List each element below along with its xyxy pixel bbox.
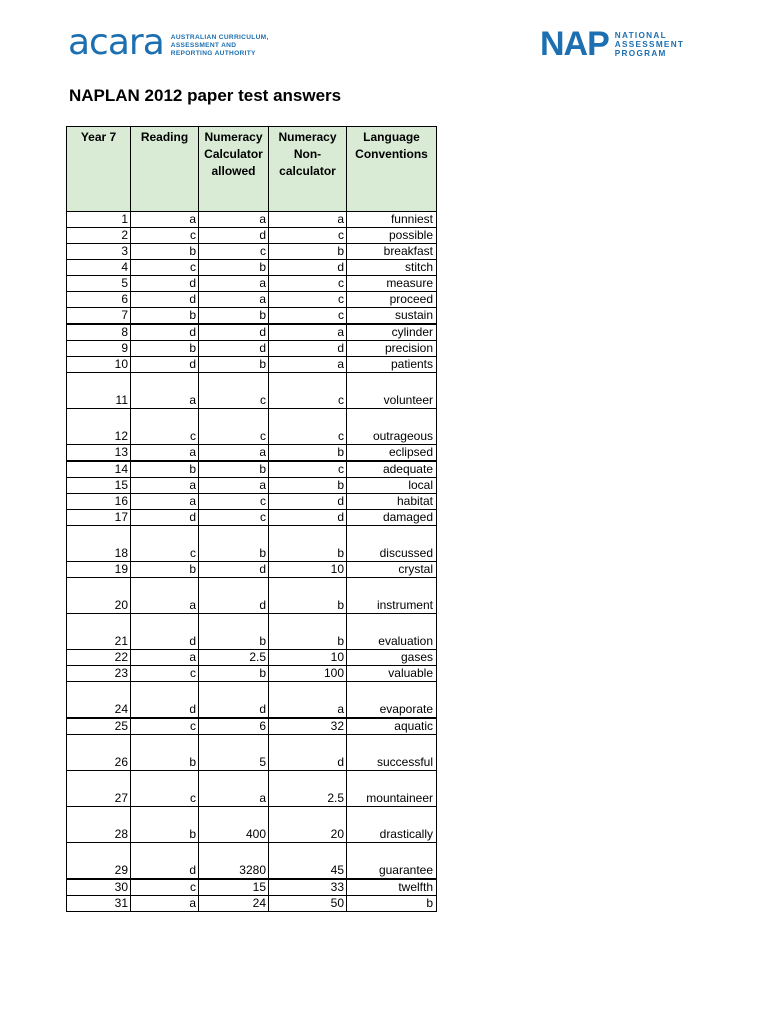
cell-numeracy-non-calculator: a	[269, 357, 347, 373]
cell-numeracy-non-calculator: b	[269, 445, 347, 462]
cell-numeracy-non-calculator: c	[269, 292, 347, 308]
nap-logo-subtitle	[615, 31, 684, 58]
cell-language-conventions: possible	[347, 228, 437, 244]
cell-question-number: 29	[67, 843, 131, 880]
cell-question-number: 2	[67, 228, 131, 244]
cell-language-conventions: measure	[347, 276, 437, 292]
cell-numeracy-calculator: a	[199, 445, 269, 462]
cell-numeracy-calculator: b	[199, 461, 269, 478]
cell-numeracy-calculator: 15	[199, 879, 269, 896]
cell-language-conventions: stitch	[347, 260, 437, 276]
cell-language-conventions: patients	[347, 357, 437, 373]
cell-language-conventions: gases	[347, 650, 437, 666]
cell-reading: a	[131, 373, 199, 409]
table-row	[67, 494, 437, 510]
cell-language-conventions: breakfast	[347, 244, 437, 260]
header-line: Conventions	[355, 147, 428, 161]
cell-numeracy-calculator: d	[199, 324, 269, 341]
cell-numeracy-calculator: d	[199, 562, 269, 578]
cell-numeracy-calculator: c	[199, 409, 269, 445]
cell-language-conventions: discussed	[347, 526, 437, 562]
cell-language-conventions: crystal	[347, 562, 437, 578]
cell-numeracy-calculator: b	[199, 357, 269, 373]
acara-sub-line: REPORTING AUTHORITY	[170, 50, 256, 57]
cell-reading: b	[131, 308, 199, 325]
cell-numeracy-calculator: a	[199, 292, 269, 308]
table-row	[67, 735, 437, 771]
cell-numeracy-calculator: 3280	[199, 843, 269, 880]
cell-numeracy-calculator: b	[199, 614, 269, 650]
table-row	[67, 357, 437, 373]
cell-language-conventions: funniest	[347, 212, 437, 228]
table-row	[67, 562, 437, 578]
header-year	[67, 127, 131, 212]
cell-numeracy-non-calculator: b	[269, 614, 347, 650]
cell-numeracy-non-calculator: a	[269, 324, 347, 341]
cell-numeracy-non-calculator: a	[269, 212, 347, 228]
table-row	[67, 260, 437, 276]
cell-question-number: 1	[67, 212, 131, 228]
table-row	[67, 244, 437, 260]
cell-reading: d	[131, 843, 199, 880]
cell-language-conventions: twelfth	[347, 879, 437, 896]
header-line: allowed	[211, 164, 256, 178]
table-row	[67, 578, 437, 614]
table-row	[67, 292, 437, 308]
acara-sub-line: AUSTRALIAN CURRICULUM,	[170, 34, 269, 41]
cell-question-number: 4	[67, 260, 131, 276]
cell-numeracy-calculator: 400	[199, 807, 269, 843]
cell-language-conventions: guarantee	[347, 843, 437, 880]
cell-reading: a	[131, 650, 199, 666]
table-row	[67, 212, 437, 228]
cell-numeracy-non-calculator: 10	[269, 562, 347, 578]
cell-language-conventions: proceed	[347, 292, 437, 308]
cell-numeracy-calculator: c	[199, 510, 269, 526]
cell-reading: b	[131, 244, 199, 260]
header-line: Year 7	[80, 130, 117, 144]
cell-numeracy-calculator: d	[199, 228, 269, 244]
cell-language-conventions: local	[347, 478, 437, 494]
cell-question-number: 26	[67, 735, 131, 771]
cell-numeracy-non-calculator: d	[269, 735, 347, 771]
cell-question-number: 10	[67, 357, 131, 373]
table-row	[67, 276, 437, 292]
cell-language-conventions: outrageous	[347, 409, 437, 445]
cell-reading: d	[131, 292, 199, 308]
answers-table	[66, 126, 437, 912]
table-row	[67, 896, 437, 912]
cell-reading: d	[131, 510, 199, 526]
cell-reading: c	[131, 526, 199, 562]
cell-reading: a	[131, 896, 199, 912]
cell-numeracy-non-calculator: 100	[269, 666, 347, 682]
cell-numeracy-calculator: d	[199, 578, 269, 614]
cell-numeracy-non-calculator: c	[269, 461, 347, 478]
table-row	[67, 843, 437, 880]
cell-numeracy-calculator: b	[199, 666, 269, 682]
cell-numeracy-non-calculator: c	[269, 228, 347, 244]
cell-question-number: 13	[67, 445, 131, 462]
table-row	[67, 650, 437, 666]
cell-reading: c	[131, 260, 199, 276]
cell-language-conventions: damaged	[347, 510, 437, 526]
cell-reading: c	[131, 666, 199, 682]
cell-numeracy-non-calculator: b	[269, 578, 347, 614]
table-row	[67, 510, 437, 526]
cell-question-number: 28	[67, 807, 131, 843]
cell-reading: c	[131, 718, 199, 735]
table-row	[67, 341, 437, 357]
cell-reading: b	[131, 461, 199, 478]
table-row	[67, 614, 437, 650]
cell-reading: a	[131, 578, 199, 614]
cell-reading: b	[131, 735, 199, 771]
cell-question-number: 17	[67, 510, 131, 526]
cell-language-conventions: precision	[347, 341, 437, 357]
cell-question-number: 3	[67, 244, 131, 260]
cell-question-number: 24	[67, 682, 131, 719]
nap-sub-line: NATIONAL	[614, 30, 667, 40]
cell-numeracy-calculator: b	[199, 260, 269, 276]
header-reading	[131, 127, 199, 212]
cell-language-conventions: eclipsed	[347, 445, 437, 462]
cell-reading: c	[131, 879, 199, 896]
page-title: NAPLAN 2012 paper test answers	[69, 86, 342, 105]
header-line: Calculator	[204, 147, 263, 161]
cell-language-conventions: successful	[347, 735, 437, 771]
cell-question-number: 18	[67, 526, 131, 562]
cell-reading: a	[131, 445, 199, 462]
cell-numeracy-non-calculator: b	[269, 244, 347, 260]
cell-numeracy-calculator: 5	[199, 735, 269, 771]
cell-language-conventions: habitat	[347, 494, 437, 510]
cell-question-number: 19	[67, 562, 131, 578]
table-row	[67, 771, 437, 807]
cell-question-number: 31	[67, 896, 131, 912]
cell-numeracy-calculator: c	[199, 373, 269, 409]
cell-numeracy-non-calculator: c	[269, 373, 347, 409]
table-row	[67, 526, 437, 562]
cell-numeracy-calculator: 2.5	[199, 650, 269, 666]
cell-numeracy-calculator: 24	[199, 896, 269, 912]
cell-language-conventions: volunteer	[347, 373, 437, 409]
acara-logo	[68, 22, 269, 66]
cell-numeracy-calculator: d	[199, 682, 269, 719]
cell-numeracy-non-calculator: c	[269, 308, 347, 325]
table-row	[67, 445, 437, 462]
cell-question-number: 7	[67, 308, 131, 325]
cell-language-conventions: evaporate	[347, 682, 437, 719]
cell-numeracy-calculator: a	[199, 212, 269, 228]
table-row	[67, 324, 437, 341]
cell-numeracy-non-calculator: b	[269, 478, 347, 494]
cell-question-number: 14	[67, 461, 131, 478]
cell-reading: a	[131, 478, 199, 494]
cell-language-conventions: instrument	[347, 578, 437, 614]
header-line: Numeracy	[278, 130, 337, 144]
cell-numeracy-non-calculator: a	[269, 682, 347, 719]
cell-question-number: 30	[67, 879, 131, 896]
cell-question-number: 23	[67, 666, 131, 682]
cell-numeracy-calculator: c	[199, 494, 269, 510]
cell-question-number: 5	[67, 276, 131, 292]
table-row	[67, 373, 437, 409]
cell-question-number: 11	[67, 373, 131, 409]
header-numeracy-calculator	[199, 127, 269, 212]
cell-numeracy-calculator: c	[199, 244, 269, 260]
cell-question-number: 27	[67, 771, 131, 807]
cell-numeracy-non-calculator: 2.5	[269, 771, 347, 807]
cell-reading: c	[131, 228, 199, 244]
cell-question-number: 15	[67, 478, 131, 494]
cell-numeracy-non-calculator: 10	[269, 650, 347, 666]
cell-reading: b	[131, 807, 199, 843]
header-line: Reading	[140, 130, 189, 144]
cell-reading: a	[131, 212, 199, 228]
cell-language-conventions: b	[347, 896, 437, 912]
header-line: Language	[363, 130, 420, 144]
cell-question-number: 9	[67, 341, 131, 357]
cell-language-conventions: cylinder	[347, 324, 437, 341]
cell-numeracy-calculator: a	[199, 771, 269, 807]
cell-reading: b	[131, 341, 199, 357]
cell-numeracy-calculator: b	[199, 526, 269, 562]
cell-reading: c	[131, 409, 199, 445]
cell-numeracy-non-calculator: 50	[269, 896, 347, 912]
header-line: Non-	[293, 147, 322, 161]
nap-sub-line: ASSESSMENT	[614, 39, 685, 49]
cell-question-number: 6	[67, 292, 131, 308]
header-language-conventions	[347, 127, 437, 212]
table-body	[67, 212, 437, 912]
cell-question-number: 8	[67, 324, 131, 341]
nap-sub-line: PROGRAM	[614, 48, 667, 58]
cell-numeracy-non-calculator: d	[269, 510, 347, 526]
nap-logo-wordmark: NAP	[540, 25, 609, 63]
acara-logo-wordmark: acara	[68, 22, 164, 63]
cell-question-number: 25	[67, 718, 131, 735]
header-line: calculator	[279, 164, 336, 178]
table-row	[67, 718, 437, 735]
cell-language-conventions: sustain	[347, 308, 437, 325]
cell-language-conventions: evaluation	[347, 614, 437, 650]
cell-question-number: 16	[67, 494, 131, 510]
cell-numeracy-non-calculator: c	[269, 409, 347, 445]
cell-language-conventions: drastically	[347, 807, 437, 843]
acara-logo-subtitle	[171, 34, 269, 58]
cell-language-conventions: aquatic	[347, 718, 437, 735]
cell-reading: b	[131, 562, 199, 578]
cell-question-number: 21	[67, 614, 131, 650]
cell-reading: a	[131, 494, 199, 510]
cell-reading: d	[131, 682, 199, 719]
table-row	[67, 228, 437, 244]
table-row	[67, 478, 437, 494]
table-row	[67, 666, 437, 682]
cell-numeracy-calculator: 6	[199, 718, 269, 735]
table-row	[67, 409, 437, 445]
cell-reading: c	[131, 771, 199, 807]
cell-numeracy-non-calculator: 33	[269, 879, 347, 896]
header-line: Numeracy	[204, 130, 263, 144]
table-row	[67, 308, 437, 325]
cell-language-conventions: valuable	[347, 666, 437, 682]
cell-numeracy-non-calculator: 20	[269, 807, 347, 843]
cell-question-number: 12	[67, 409, 131, 445]
cell-numeracy-calculator: d	[199, 341, 269, 357]
cell-numeracy-non-calculator: 32	[269, 718, 347, 735]
acara-sub-line: ASSESSMENT AND	[170, 42, 237, 49]
nap-logo	[540, 24, 684, 64]
table-row	[67, 461, 437, 478]
header-numeracy-non-calculator	[269, 127, 347, 212]
cell-reading: d	[131, 324, 199, 341]
table-row	[67, 682, 437, 719]
cell-numeracy-non-calculator: c	[269, 276, 347, 292]
table-row	[67, 807, 437, 843]
table-row	[67, 879, 437, 896]
cell-reading: d	[131, 614, 199, 650]
cell-numeracy-calculator: b	[199, 308, 269, 325]
cell-language-conventions: adequate	[347, 461, 437, 478]
cell-language-conventions: mountaineer	[347, 771, 437, 807]
cell-numeracy-calculator: a	[199, 276, 269, 292]
cell-numeracy-non-calculator: d	[269, 494, 347, 510]
cell-numeracy-non-calculator: d	[269, 260, 347, 276]
cell-reading: d	[131, 357, 199, 373]
cell-numeracy-non-calculator: 45	[269, 843, 347, 880]
cell-reading: d	[131, 276, 199, 292]
cell-numeracy-non-calculator: d	[269, 341, 347, 357]
cell-numeracy-non-calculator: b	[269, 526, 347, 562]
cell-question-number: 22	[67, 650, 131, 666]
table-header-row	[67, 127, 437, 212]
cell-question-number: 20	[67, 578, 131, 614]
cell-numeracy-calculator: a	[199, 478, 269, 494]
